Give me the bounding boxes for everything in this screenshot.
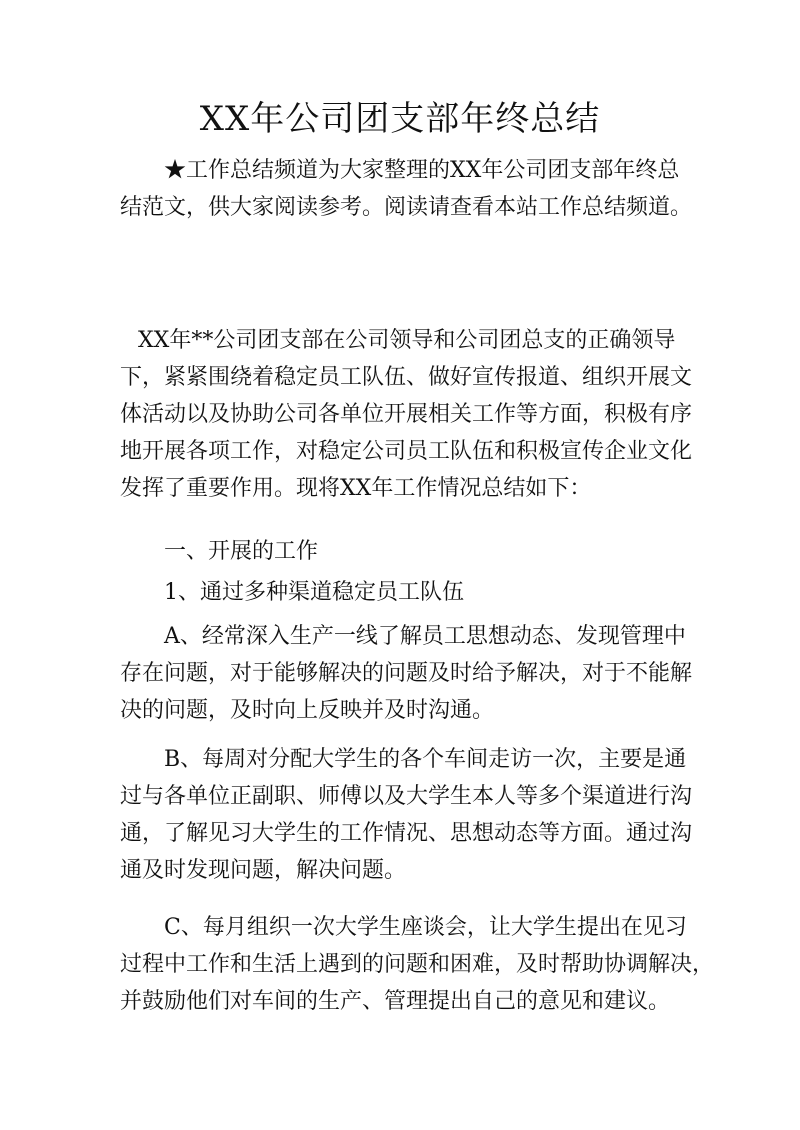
text-line: 下，紧紧围绕着稳定员工队伍、做好宣传报道、组织开展文 — [120, 365, 693, 390]
text-line: 结范文，供大家阅读参考。阅读请查看本站工作总结频道。 — [120, 195, 693, 220]
item-a-paragraph — [120, 618, 692, 729]
text-line: 过与各单位正副职、师傅以及大学生本人等多个渠道进行沟 — [120, 784, 693, 809]
text-line: 1、通过多种渠道稳定员工队伍 — [164, 580, 464, 605]
document-title: XX年公司团支部年终总结 — [199, 99, 601, 139]
text-line: 通，了解见习大学生的工作情况、思想动态等方面。通过沟 — [120, 821, 693, 846]
section-heading — [120, 533, 692, 570]
text-line: 发挥了重要作用。现将XX年工作情况总结如下： — [120, 476, 592, 501]
text-line: 通及时发现问题，解决问题。 — [120, 858, 407, 883]
body-paragraph-1 — [120, 322, 692, 507]
text-line: 决的问题，及时向上反映并及时沟通。 — [120, 698, 495, 723]
text-line: 地开展各项工作，对稳定公司员工队伍和积极宣传企业文化 — [120, 439, 693, 464]
text-line: A、经常深入生产一线了解员工思想动态、发现管理中 — [164, 624, 686, 649]
text-line: 过程中工作和生活上遇到的问题和困难，及时帮助协调解决， — [120, 952, 715, 977]
text-line: C、每月组织一次大学生座谈会，让大学生提出在见习 — [164, 915, 687, 940]
subsection-heading — [120, 574, 692, 611]
text-line: 一、开展的工作 — [164, 539, 319, 564]
item-c-paragraph — [120, 909, 715, 1020]
text-line: XX年**公司团支部在公司领导和公司团总支的正确领导 — [138, 328, 676, 353]
text-line: B、每周对分配大学生的各个车间走访一次，主要是通 — [164, 747, 687, 772]
intro-paragraph — [120, 152, 692, 226]
text-line: 体活动以及协助公司各单位开展相关工作等方面，积极有序 — [120, 402, 693, 427]
text-line: 并鼓励他们对车间的生产、管理提出自己的意见和建议。 — [120, 989, 671, 1014]
text-line: 存在问题，对于能够解决的问题及时给予解决，对于不能解 — [120, 661, 693, 686]
item-b-paragraph — [120, 741, 692, 889]
text-line: ★工作总结频道为大家整理的XX年公司团支部年终总 — [164, 158, 680, 183]
